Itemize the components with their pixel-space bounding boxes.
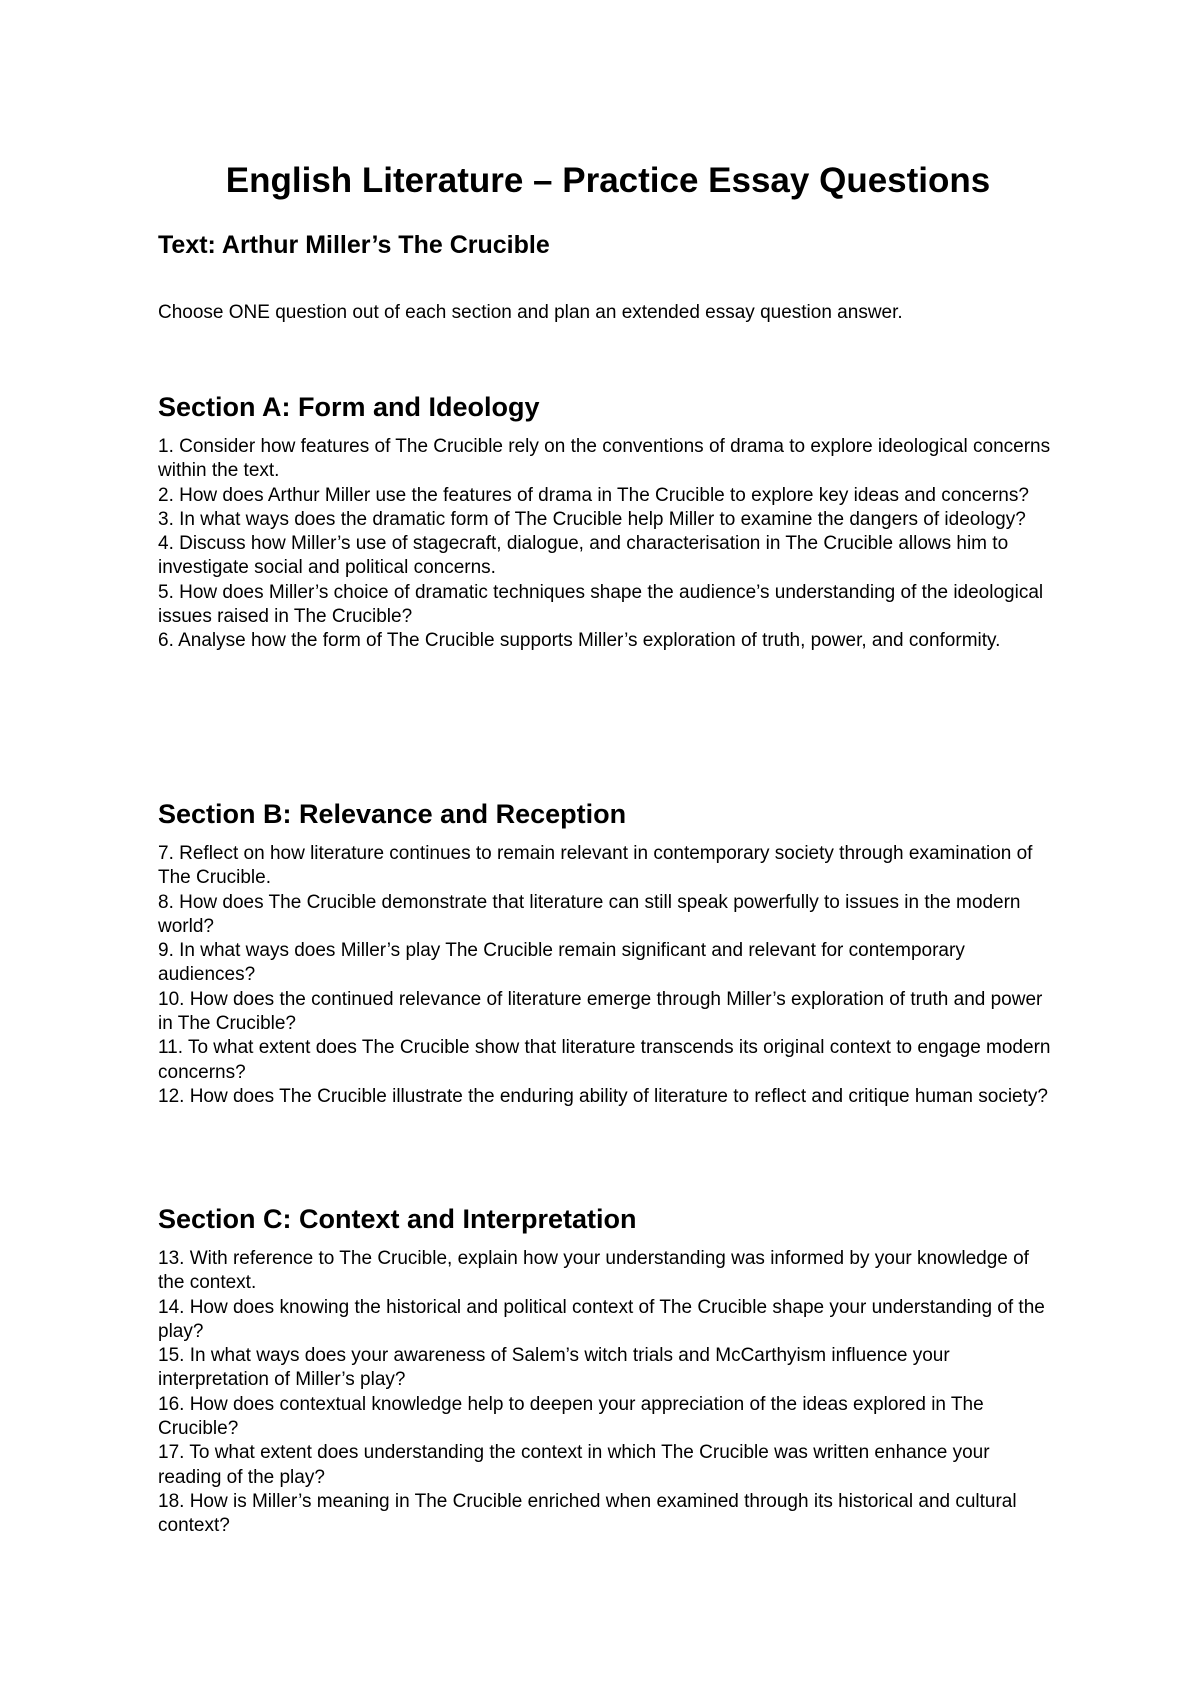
text-heading: Text: Arthur Miller’s The Crucible <box>158 231 550 259</box>
question-item: 11. To what extent does The Crucible show that literature transcends its original context to engage modern concerns? <box>158 1037 1051 1083</box>
section-title: Section B: Relevance and Reception <box>158 799 627 829</box>
document-title: English Literature – Practice Essay Questions <box>225 161 991 200</box>
question-item: 6. Analyse how the form of The Crucible supports Miller’s exploration of truth, power, and conformity. <box>158 630 1001 652</box>
section-title: Section A: Form and Ideology <box>158 392 540 422</box>
question-item: 18. How is Miller’s meaning in The Crucible enriched when examined through its historical and cultural context? <box>158 1490 1017 1537</box>
instructions: Choose ONE question out of each section and plan an extended essay question answer. <box>158 302 903 323</box>
question-item: 13. With reference to The Crucible, explain how your understanding was informed by your knowledge of the context. <box>158 1248 1029 1294</box>
question-item: 15. In what ways does your awareness of Salem’s witch trials and McCarthyism influence your interpretation of Miller’s play? <box>158 1345 950 1391</box>
section-title: Section C: Context and Interpretation <box>158 1204 637 1234</box>
question-item: 4. Discuss how Miller’s use of stagecraft, dialogue, and characterisation in The Crucible allows him to investigate social and political concerns. <box>158 533 1009 579</box>
question-item: 16. How does contextual knowledge help to deepen your appreciation of the ideas explored in The Crucible? <box>158 1393 984 1440</box>
section-c <box>158 1201 1058 1539</box>
section-a <box>158 389 1058 654</box>
question-list <box>158 1247 1058 1539</box>
question-item: 5. How does Miller’s choice of dramatic techniques shape the audience’s understanding of the ideological issues raised in The Crucible? <box>158 581 1044 628</box>
question-list <box>158 842 1058 1109</box>
section-b <box>158 796 1058 1109</box>
question-item: 7. Reflect on how literature continues to remain relevant in contemporary society through examination of The Crucible. <box>158 843 1033 889</box>
question-item: 12. How does The Crucible illustrate the enduring ability of literature to reflect and critique human society? <box>158 1085 1048 1107</box>
question-item: 10. How does the continued relevance of literature emerge through Miller’s exploration of truth and power in The Crucible? <box>158 988 1043 1035</box>
question-item: 14. How does knowing the historical and political context of The Crucible shape your understanding of the play? <box>158 1296 1045 1342</box>
document-page <box>158 0 1058 1696</box>
question-item: 9. In what ways does Miller’s play The Crucible remain significant and relevant for contemporary audiences? <box>158 940 965 986</box>
question-list <box>158 435 1058 654</box>
question-item: 8. How does The Crucible demonstrate that literature can still speak powerfully to issues in the modern world? <box>158 891 1021 937</box>
question-item: 2. How does Arthur Miller use the features of drama in The Crucible to explore key ideas and concerns? <box>158 484 1029 506</box>
question-item: 3. In what ways does the dramatic form of The Crucible help Miller to examine the dangers of ideology? <box>158 508 1026 530</box>
question-item: 1. Consider how features of The Crucible rely on the conventions of drama to explore ideological concerns within the text. <box>158 436 1051 482</box>
question-item: 17. To what extent does understanding the context in which The Crucible was written enhance your reading of the play? <box>158 1442 990 1488</box>
